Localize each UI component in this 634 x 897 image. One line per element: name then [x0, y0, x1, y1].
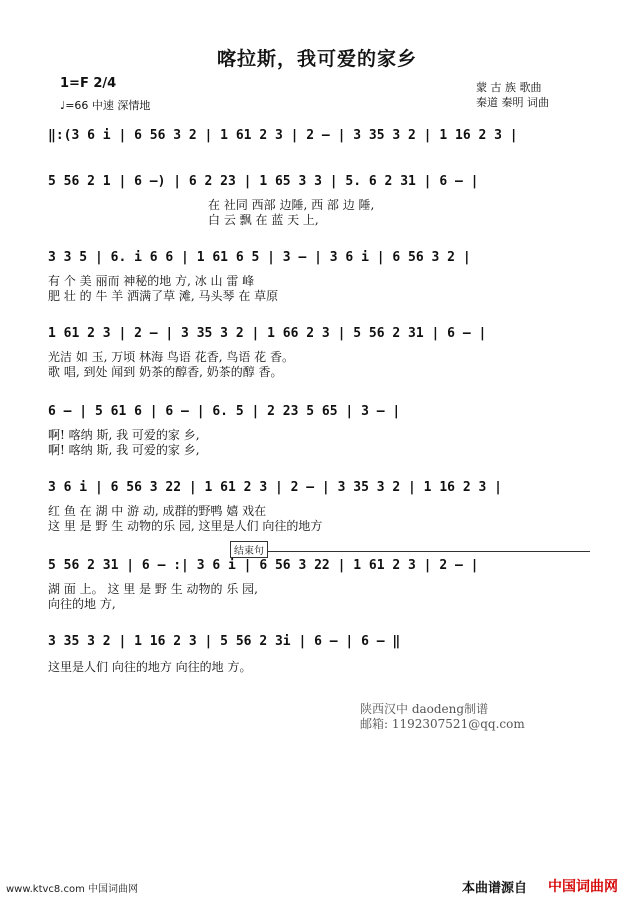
row-notes: 5 56 2 31 | 6 – :| 3 6 i | 6 56 3 22 | 1 61 2 3 | 2 – | [48, 558, 479, 573]
lyric-verse-2: 啊! 喀纳 斯, 我 可爱的家 乡, [48, 443, 200, 457]
row-notes: 3 35 3 2 | 1 16 2 3 | 5 56 2 3i | 6 – | 6 – ‖ [48, 634, 401, 649]
lyric-verse-2: 白 云 飘 在 蓝 天 上, [208, 213, 319, 227]
ending-bracket-line [230, 551, 590, 552]
lyric-verse-1: 这里是人们 向往的地方 向往的地 方。 [48, 660, 252, 674]
page-title: 喀拉斯，我可爱的家乡 [216, 48, 417, 70]
lyric-verse-1: 红 鱼 在 湖 中 游 动, 成群的野鸭 嬉 戏在 [48, 504, 267, 518]
key-signature: 1=F 2/4 [60, 76, 117, 91]
row-notes: 6 – | 5 61 6 | 6 – | 6. 5 | 2 23 5 65 | 3 – | [48, 404, 401, 419]
transcriber-credit [360, 702, 525, 732]
ending-label: 结束句 [230, 541, 268, 558]
credits [476, 80, 616, 110]
transcriber-line-1: 陕西汉中 daodeng制谱 [360, 702, 489, 716]
lyric-verse-1: 光洁 如 玉, 万顷 林海 鸟语 花香, 鸟语 花 香。 [48, 350, 294, 364]
lyric-verse-2: 这 里 是 野 生 动物的乐 园, 这里是人们 向往的地方 [48, 519, 323, 533]
credit-line-2: 秦道 秦明 词曲 [476, 96, 549, 109]
site-name: 中国词曲网 [548, 879, 618, 895]
row-notes: 5 56 2 1 | 6 –) | 6 2 23 | 1 65 3 3 | 5. 6 2 31 | 6 – | [48, 174, 479, 189]
site-footer-left: www.ktvc8.com 中国词曲网 [6, 884, 139, 895]
lyric-verse-1: 湖 面 上。 这 里 是 野 生 动物的 乐 园, [48, 582, 258, 596]
row-notes: 3 3 5 | 6. i 6 6 | 1 61 6 5 | 3 – | 3 6 i | 6 56 3 2 | [48, 250, 471, 265]
transcriber-email: 邮箱: 1192307521@qq.com [360, 717, 525, 731]
lyric-verse-2: 肥 壮 的 牛 羊 洒满了草 滩, 马头琴 在 草原 [48, 289, 279, 303]
lyric-verse-1: 在 社同 西部 边陲, 西 部 边 陲, [208, 198, 375, 212]
lyric-verse-2: 歌 唱, 到处 闻到 奶茶的醇香, 奶茶的醇 香。 [48, 365, 283, 379]
credit-line-1: 蒙 古 族 歌曲 [476, 81, 542, 94]
lyric-verse-1: 啊! 喀纳 斯, 我 可爱的家 乡, [48, 428, 200, 442]
row-notes: 3 6 i | 6 56 3 22 | 1 61 2 3 | 2 – | 3 35 3 2 | 1 16 2 3 | [48, 480, 502, 495]
source-label: 本曲谱源自 [462, 881, 528, 896]
row-notes: 1 61 2 3 | 2 – | 3 35 3 2 | 1 66 2 3 | 5 56 2 31 | 6 – | [48, 326, 487, 341]
lyric-verse-2: 向往的地 方, [48, 597, 116, 611]
row-notes: ‖:(3 6 i | 6 56 3 2 | 1 61 2 3 | 2 – | 3 35 3 2 | 1 16 2 3 | [48, 128, 518, 143]
lyric-verse-1: 有 个 美 丽而 神秘的地 方, 冰 山 雷 峰 [48, 274, 255, 288]
tempo-marking: ♩=66 中速 深情地 [60, 99, 151, 112]
